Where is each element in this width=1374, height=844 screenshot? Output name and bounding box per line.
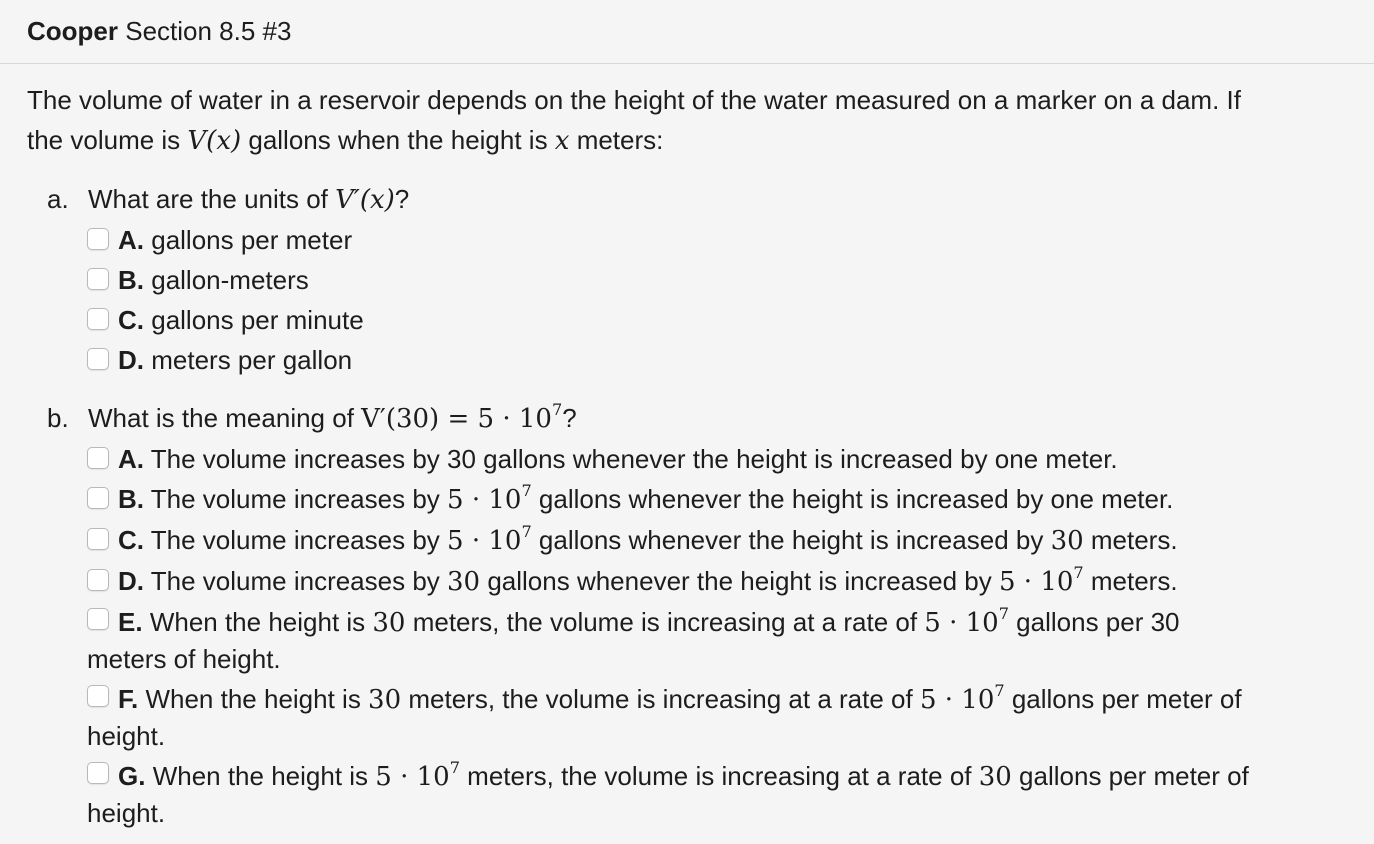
option-a-B[interactable] xyxy=(27,260,1347,300)
option-text: The volume increases by 30 gallons whenever the height is increased by one meter. xyxy=(150,444,1118,474)
option-text: gallons per meter of xyxy=(1011,761,1249,791)
math-x: x xyxy=(554,126,570,156)
option-line-1 xyxy=(118,604,1347,641)
option-b-F[interactable] xyxy=(27,679,1347,756)
option-letter: G. xyxy=(118,761,146,791)
option-letter: D. xyxy=(118,566,144,596)
problem-statement xyxy=(27,80,1347,161)
checkbox[interactable] xyxy=(87,268,109,290)
question-header xyxy=(0,0,1374,64)
option-text: meters, the volume is increasing at a rate of xyxy=(405,607,925,637)
option-text: gallons whenever the height is increased by xyxy=(531,525,1051,555)
option-letter: C. xyxy=(118,525,144,555)
option-text: gallons per meter of xyxy=(1004,684,1242,714)
section-number: Section 8.5 #3 xyxy=(125,16,292,46)
option-letter: F. xyxy=(118,684,139,714)
option-b-A[interactable] xyxy=(27,439,1347,479)
option-letter: B. xyxy=(118,484,144,514)
option-text: gallon-meters xyxy=(151,265,309,295)
option-text: The volume increases by xyxy=(150,484,448,514)
prompt-text: What is the meaning of xyxy=(88,403,362,433)
checkbox[interactable] xyxy=(87,608,109,630)
checkbox[interactable] xyxy=(87,348,109,370)
option-letter: E. xyxy=(118,607,143,637)
problem-text-line-2 xyxy=(27,120,1347,161)
option-a-D[interactable] xyxy=(27,340,1347,380)
option-text: gallons per 30 xyxy=(1008,607,1180,637)
question-label: a. xyxy=(47,184,69,214)
question-a-prompt xyxy=(27,179,1347,220)
option-text: When the height is xyxy=(149,607,373,637)
option-b-B[interactable] xyxy=(27,479,1347,520)
math-derivative-value: $V'(30) = 5 \cdot 10^7$ xyxy=(361,399,563,434)
option-line-2: height. xyxy=(87,798,166,828)
question-b xyxy=(27,398,1347,833)
checkbox[interactable] xyxy=(87,528,109,550)
option-a-A[interactable] xyxy=(27,220,1347,260)
question-a-options xyxy=(27,220,1347,380)
math-expression: $5 \cdot 10^7$ xyxy=(447,521,532,556)
checkbox[interactable] xyxy=(87,447,109,469)
option-line-2: height. xyxy=(87,721,166,751)
option-b-D[interactable] xyxy=(27,561,1347,602)
prompt-suffix: ? xyxy=(394,184,410,214)
option-b-C[interactable] xyxy=(27,520,1347,561)
prompt-suffix: ? xyxy=(562,403,577,433)
course-name: Cooper xyxy=(27,16,118,46)
math-derivative: V′(x) xyxy=(335,185,395,215)
math-volume-function: V(x) xyxy=(187,126,242,156)
option-text: When the height is xyxy=(152,761,376,791)
option-text: gallons per meter xyxy=(151,225,353,255)
option-text: meters. xyxy=(1083,525,1178,555)
option-letter: B. xyxy=(118,265,144,295)
question-b-options xyxy=(27,439,1347,833)
question-label: b. xyxy=(47,403,69,433)
option-b-E[interactable] xyxy=(27,602,1347,679)
option-text: meters per gallon xyxy=(151,345,353,375)
problem-text-line-1: The volume of water in a reservoir depends on the height of the water measured on a marker on a dam. If xyxy=(27,85,1241,115)
option-text: meters, the volume is increasing at a rate of xyxy=(459,761,979,791)
math-expression: $5 \cdot 10^7$ xyxy=(924,603,1009,638)
option-text: gallons whenever the height is increased by one meter. xyxy=(531,484,1174,514)
checkbox[interactable] xyxy=(87,685,109,707)
option-text: gallons per minute xyxy=(151,305,364,335)
math-number: 30 xyxy=(368,685,402,715)
option-letter: C. xyxy=(118,305,144,335)
math-expression: $5 \cdot 10^7$ xyxy=(998,562,1084,597)
math-number: 30 xyxy=(1050,526,1084,556)
option-letter: A. xyxy=(118,225,144,255)
question-b-prompt xyxy=(27,398,1347,439)
checkbox[interactable] xyxy=(87,308,109,330)
option-letter: D. xyxy=(118,345,144,375)
math-expression: $5 \cdot 10^7$ xyxy=(447,480,532,515)
option-text: When the height is xyxy=(145,684,369,714)
option-b-G[interactable] xyxy=(27,756,1347,833)
problem-text: gallons when the height is xyxy=(241,125,555,155)
option-a-C[interactable] xyxy=(27,300,1347,340)
problem-text: the volume is xyxy=(27,125,188,155)
checkbox[interactable] xyxy=(87,569,109,591)
question-a xyxy=(27,179,1347,380)
math-number: 30 xyxy=(447,567,481,597)
problem-text: meters: xyxy=(569,125,664,155)
option-line-1 xyxy=(118,681,1347,718)
checkbox[interactable] xyxy=(87,228,109,250)
question-body xyxy=(0,64,1374,833)
math-number: 30 xyxy=(372,608,406,638)
math-expression: $5 \cdot 10^7$ xyxy=(375,757,460,792)
option-line-1 xyxy=(118,758,1347,795)
prompt-text: What are the units of xyxy=(88,184,336,214)
option-text: meters. xyxy=(1083,566,1178,596)
option-text: meters, the volume is increasing at a rate of xyxy=(401,684,920,714)
option-text: gallons whenever the height is increased by xyxy=(480,566,999,596)
math-expression: $5 \cdot 10^7$ xyxy=(919,680,1005,715)
option-letter: A. xyxy=(118,444,144,474)
option-text: The volume increases by xyxy=(150,525,448,555)
option-text: The volume increases by xyxy=(150,566,448,596)
option-line-2: meters of height. xyxy=(87,644,281,674)
checkbox[interactable] xyxy=(87,762,109,784)
math-number: 30 xyxy=(978,762,1012,792)
checkbox[interactable] xyxy=(87,487,109,509)
